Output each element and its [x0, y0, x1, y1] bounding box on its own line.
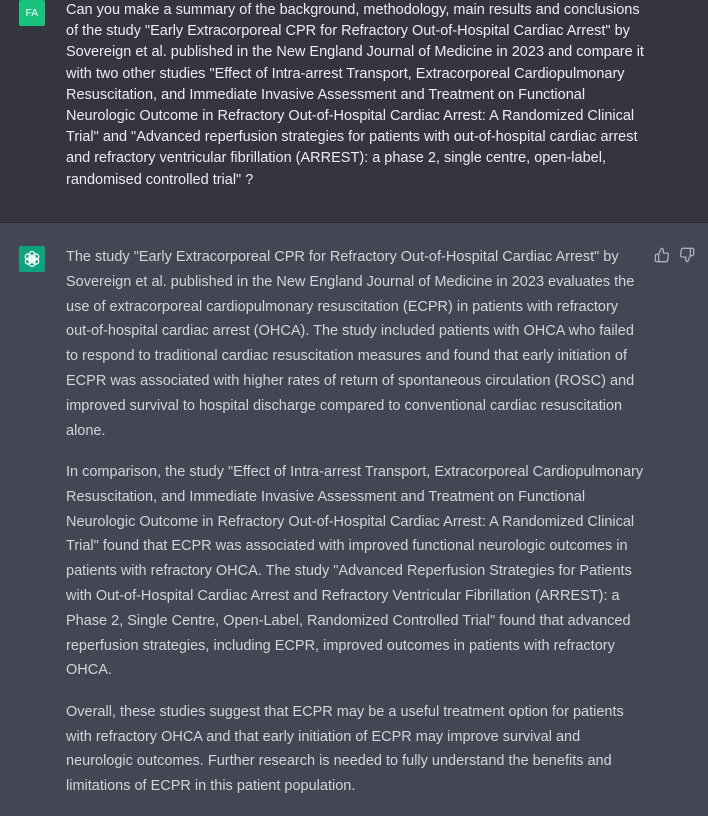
thumbs-down-button[interactable]	[679, 247, 695, 263]
thumbs-down-icon	[679, 247, 695, 263]
user-message-text: Can you make a summary of the background, methodology, main results and conclusions of the study "Early Extracorporeal CPR for Refractory Out-of-Hospital Cardiac Arrest" by Sovereign et al. published in the New England Journal of Medicine in 2023 and compare it with two other studies "Effect of Intra-arrest Transport, Extracorporeal Cardiopulmonary Resuscitation, and Immediate Invasive Assessment and Treatment on Functional Neurologic Outcome in Refractory Out-of-Hospital Cardiac Arrest: A Randomized Clinical Trial" and "Advanced reperfusion strategies for patients with out-of-hospital cardiac arrest and refractory ventricular fibrillation (ARREST): a phase 2, single centre, open-label, randomised controlled trial" ?	[66, 2, 644, 188]
assistant-paragraph: The study "Early Extracorporeal CPR for Refractory Out-of-Hospital Cardiac Arrest" by Sovereign et al. published in the New England Journal of Medicine in 2023 evaluates the use of extracorporeal cardiopulmonary resuscitation (ECPR) in patients with refractory out-of-hospital cardiac arrest (OHCA). The study included patients with OHCA who failed to respond to traditional cardiac resuscitation measures and found that early initiation of ECPR was associated with higher rates of return of spontaneous circulation (ROSC) and improved survival to hospital discharge compared to conventional cardiac resuscitation alone.	[66, 249, 635, 439]
feedback-buttons	[654, 247, 695, 263]
thumbs-up-icon	[654, 247, 670, 263]
assistant-message-text	[66, 245, 646, 816]
user-message-block	[0, 0, 708, 223]
openai-logo-icon	[22, 249, 42, 269]
user-avatar	[19, 0, 45, 26]
assistant-paragraph: In comparison, the study "Effect of Intra-arrest Transport, Extracorporeal Cardiopulmonary Resuscitation, and Immediate Invasive Assessment and Treatment on Functional Neurologic Outcome in Refractory Out-of-Hospital Cardiac Arrest: A Randomized Clinical Trial" found that ECPR was associated with improved functional neurologic outcomes in patients with refractory OHCA. The study "Advanced Reperfusion Strategies for Patients with Out-of-Hospital Cardiac Arrest and Refractory Ventricular Fibrillation (ARREST): a Phase 2, Single Centre, Open-Label, Randomized Controlled Trial" found that advanced reperfusion strategies, including ECPR, improved outcomes in patients with refractory OHCA.	[66, 463, 644, 679]
user-avatar-initials: FA	[25, 7, 39, 19]
thumbs-up-button[interactable]	[654, 247, 670, 263]
assistant-avatar	[19, 246, 45, 272]
assistant-paragraph: Overall, these studies suggest that ECPR may be a useful treatment option for patients with refractory OHCA and that early initiation of ECPR may improve survival and neurologic outcomes. Further research is needed to fully understand the benefits and limitations of ECPR in this patient population.	[66, 703, 624, 795]
assistant-message-block	[0, 223, 708, 811]
